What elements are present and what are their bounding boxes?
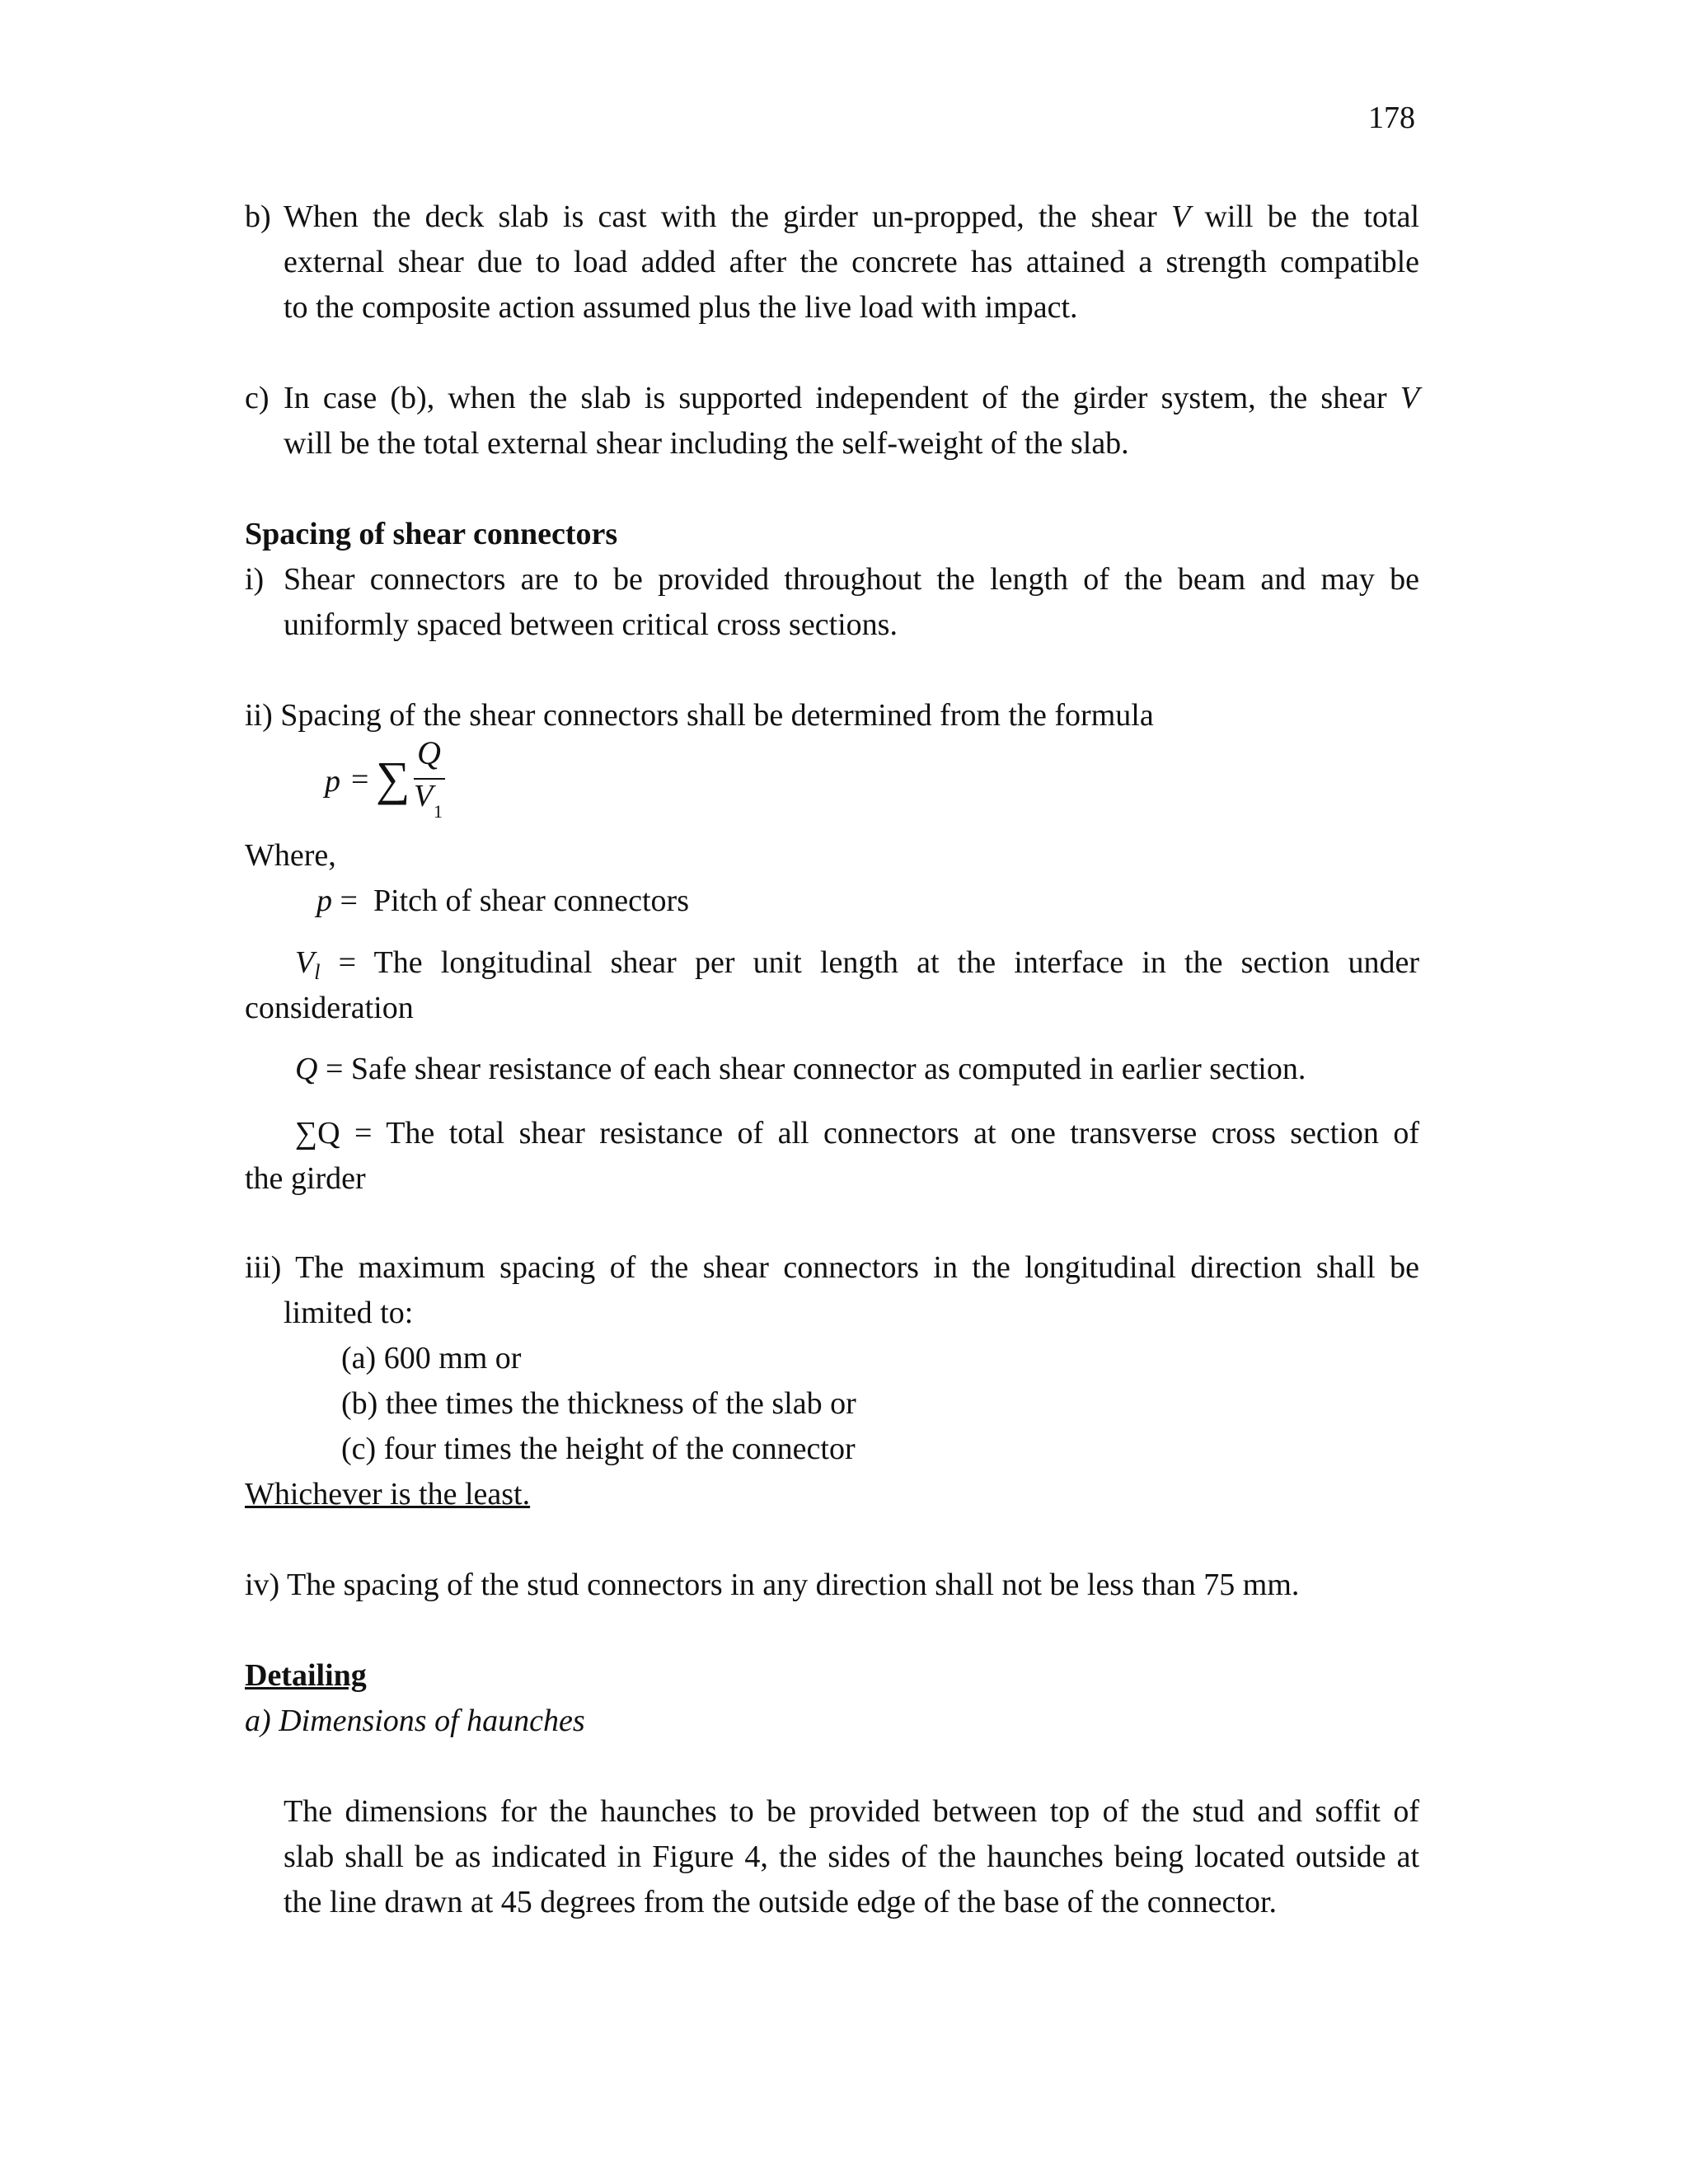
definition-q-text: Safe shear resistance of each shear connector as computed in earlier section. [350, 1052, 1306, 1086]
definition-q-equals: = [325, 1052, 344, 1086]
item-c-line-1-pre: In case (b), when the slab is supported independent of the girder system, the shear [284, 381, 1387, 415]
option-b [341, 1381, 856, 1427]
item-i-line-1: Shear connectors are to be provided throughout the length of the beam and may be [284, 562, 1419, 597]
item-b-symbol-v: V [1171, 199, 1191, 234]
item-c-marker: c) [245, 381, 270, 415]
detailing-para-line-1: The dimensions for the haunches to be provided between top of the stud and soffit of [284, 1794, 1419, 1829]
option-c-marker: (c) [341, 1432, 377, 1466]
item-c-symbol-v: V [1400, 381, 1420, 415]
option-c [341, 1427, 856, 1472]
detailing-para-line-2: slab shall be as indicated in Figure 4, the sides of the haunches being located outside at [284, 1840, 1419, 1874]
formula-sigma: ∑ [376, 752, 410, 805]
option-a-marker: (a) [341, 1341, 377, 1376]
definition-sum-q-equals: = [354, 1116, 373, 1151]
item-b-line-2: external shear due to load added after the concrete has attained a strength compatible [284, 245, 1419, 279]
definition-v1-equals: = [338, 945, 357, 980]
item-b-line-3: to the composite action assumed plus the live load with impact. [284, 290, 1078, 325]
definition-q-symbol: Q [295, 1052, 318, 1086]
item-c-line-1 [284, 376, 1419, 421]
definition-q [295, 1047, 1306, 1092]
definition-v1 [295, 940, 1419, 995]
definition-v1-symbol: V [295, 945, 315, 980]
definition-v1-continued: consideration [245, 991, 414, 1025]
item-ii-line-1: ii) Spacing of the shear connectors shall be determined from the formula [245, 698, 1154, 733]
item-b-line-1 [284, 194, 1419, 240]
whichever-note: Whichever is the least. [245, 1477, 531, 1511]
definition-v1-text: The longitudinal shear per unit length at the interface in the section under [373, 945, 1419, 980]
formula-lhs: p [325, 764, 340, 799]
item-b-line-1-pre: When the deck slab is cast with the girder un-propped, the shear [284, 199, 1157, 234]
definition-p-symbol: p [316, 883, 332, 918]
formula-denominator-subscript: 1 [434, 801, 443, 822]
item-iii-line-2: limited to: [284, 1296, 414, 1330]
option-c-text: four times the height of the connector [383, 1432, 856, 1466]
subheading-dimensions-of-haunches: a) Dimensions of haunches [245, 1704, 585, 1738]
item-iii-line-1: iii) The maximum spacing of the shear connectors in the longitudinal direction shall be [245, 1250, 1419, 1285]
section-heading-spacing: Spacing of shear connectors [245, 517, 618, 551]
definition-sum-q-symbol: ∑Q [295, 1116, 340, 1151]
formula-equals: = [351, 762, 369, 797]
option-b-text: thee times the thickness of the slab or [385, 1386, 856, 1421]
option-a [341, 1336, 521, 1381]
detailing-para-line-3: the line drawn at 45 degrees from the outside edge of the base of the connector. [284, 1885, 1278, 1919]
definition-v1-subscript: l [314, 960, 321, 984]
item-i-marker: i) [245, 562, 265, 597]
item-iv-line-1: iv) The spacing of the stud connectors in any direction shall not be less than 75 mm. [245, 1568, 1300, 1602]
page-number: 178 [1368, 101, 1415, 135]
option-a-text: 600 mm or [383, 1341, 522, 1376]
item-b-line-1-post: will be the total [1204, 199, 1420, 234]
definition-sum-q-text: The total shear resistance of all connectors at one transverse cross section of [386, 1116, 1419, 1151]
where-label: Where, [245, 838, 336, 873]
definition-sum-q [295, 1111, 1419, 1156]
definition-p-equals: = [340, 883, 358, 918]
option-b-marker: (b) [341, 1386, 378, 1421]
definition-p [316, 879, 689, 924]
item-c-line-2: will be the total external shear including the self-weight of the slab. [284, 426, 1129, 461]
item-i-line-2: uniformly spaced between critical cross sections. [284, 607, 898, 642]
definition-sum-q-continued: the girder [245, 1161, 366, 1196]
pitch-formula [325, 734, 457, 834]
formula-numerator: Q [417, 734, 441, 771]
formula-denominator: V [414, 779, 434, 813]
definition-p-text: Pitch of shear connectors [373, 883, 689, 918]
item-b-marker: b) [245, 199, 271, 234]
section-heading-detailing: Detailing [245, 1658, 367, 1693]
